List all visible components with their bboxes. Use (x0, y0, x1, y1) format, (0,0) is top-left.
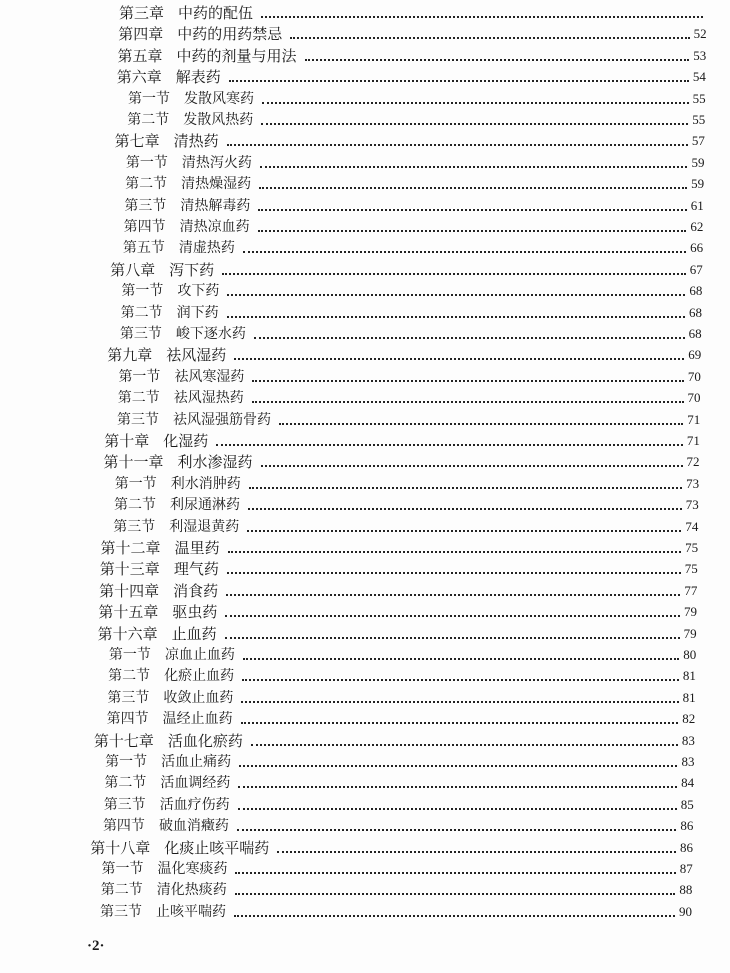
dot-leader (249, 487, 682, 489)
toc-entry-title: 止咳平喘药 (156, 903, 226, 920)
toc-entry-number: 第三节 (124, 197, 167, 214)
dot-leader (216, 444, 683, 446)
toc-entry-page: 59 (691, 176, 705, 192)
toc-chapter-entry (100, 556, 698, 578)
toc-entry-title: 清化热痰药 (156, 882, 227, 899)
toc-entry-label (101, 539, 220, 557)
toc-entry-number: 第四节 (106, 711, 149, 728)
dot-leader (248, 508, 682, 510)
toc-entry-title: 利尿通淋药 (170, 497, 241, 514)
toc-entry-number: 第二节 (117, 390, 160, 407)
toc-entry-title: 温经止血药 (162, 711, 233, 728)
dot-leader (290, 37, 689, 39)
toc-entry-page: 81 (682, 689, 696, 705)
toc-entry-page: 72 (686, 454, 700, 470)
toc-entry-title: 止血药 (171, 624, 217, 643)
toc-chapter-entry (110, 257, 703, 279)
toc-entry-number: 第七章 (114, 132, 160, 151)
toc-entry-label (104, 453, 253, 471)
toc-entry-label (107, 710, 233, 728)
toc-entry-number: 第九章 (107, 346, 153, 365)
toc-section-entry (118, 385, 701, 407)
toc-entry-number: 第十七章 (93, 731, 154, 750)
toc-entry-label (109, 646, 235, 664)
toc-entry-label (94, 732, 243, 750)
toc-entry-number: 第十二章 (100, 539, 161, 557)
toc-entry-number: 第十五章 (98, 603, 159, 622)
toc-entry-title: 活血止痛药 (161, 754, 232, 770)
toc-section-entry (118, 364, 700, 386)
toc-entry-page: 55 (692, 90, 706, 106)
toc-entry-page: 68 (688, 304, 702, 320)
toc-entry-number: 第二节 (120, 304, 163, 321)
toc-entry-title: 祛风湿药 (166, 346, 227, 365)
toc-section-entry (125, 171, 704, 193)
toc-entry-number: 第十六章 (97, 624, 158, 643)
toc-entry-label (90, 839, 269, 857)
dot-leader (258, 230, 687, 232)
dot-leader (241, 701, 678, 703)
toc-entry-title: 驱虫药 (172, 603, 218, 622)
toc-entry-page: 70 (687, 390, 701, 406)
toc-entry-title: 化湿药 (163, 432, 209, 450)
toc-section-entry (107, 706, 696, 728)
toc-entry-page: 83 (681, 754, 695, 769)
toc-entry-title: 清热燥湿药 (181, 176, 252, 193)
toc-chapter-entry (118, 21, 706, 43)
toc-entry-title: 收敛止血药 (163, 689, 234, 706)
toc-entry-label (119, 4, 253, 22)
dot-leader (247, 530, 681, 532)
toc-entry-label (100, 560, 219, 578)
toc-entry-number: 第一节 (128, 90, 171, 107)
toc-entry-page: 84 (681, 775, 695, 791)
toc-entry-number: 第一节 (101, 861, 144, 877)
toc-entry-page: 88 (679, 882, 693, 898)
toc-section-entry (128, 86, 706, 108)
toc-entry-number: 第二节 (127, 112, 170, 128)
toc-section-entry (114, 492, 699, 514)
toc-entry-label (118, 47, 297, 65)
toc-entry-number: 第十三章 (99, 560, 160, 579)
dot-leader (238, 808, 677, 810)
toc-entry-label (100, 903, 226, 921)
dot-leader (227, 572, 681, 574)
toc-entry-title: 温化寒痰药 (157, 861, 228, 877)
toc-section-entry (105, 749, 694, 771)
toc-entry-page: 52 (693, 26, 707, 42)
toc-entry-page: 75 (684, 561, 698, 577)
toc-entry-page: 54 (692, 69, 706, 85)
toc-entry-title: 泻下药 (169, 260, 215, 279)
toc-entry-title: 活血化瘀药 (167, 731, 243, 750)
toc-entry-label (101, 881, 227, 899)
toc-entry-page: 70 (687, 368, 701, 384)
toc-entry-page: 67 (689, 261, 703, 277)
toc-chapter-entry (119, 0, 707, 22)
toc-entry-title: 攻下药 (177, 283, 220, 300)
toc-entry-title: 清热凉血药 (179, 219, 250, 235)
dot-leader (242, 679, 679, 681)
toc-entry-page: 62 (690, 219, 704, 234)
toc-entry-number: 第八章 (110, 260, 156, 279)
toc-entry-title: 活血调经药 (160, 775, 231, 792)
toc-entry-label (118, 25, 282, 43)
toc-entry-title: 活血疗伤药 (159, 796, 230, 813)
dot-leader (277, 851, 676, 853)
toc-entry-label (117, 411, 271, 429)
toc-entry-title: 消食药 (173, 581, 219, 600)
toc-chapter-entry (101, 535, 699, 557)
toc-entry-title: 发散风热药 (183, 112, 254, 128)
toc-entry-label (118, 389, 244, 407)
toc-chapter-entry (115, 128, 705, 150)
dot-leader (237, 829, 676, 831)
toc-entry-page: 82 (682, 711, 696, 727)
toc-entry-page: 85 (680, 796, 694, 812)
toc-entry-label (98, 603, 217, 621)
toc-entry-title: 温里药 (174, 539, 220, 557)
toc-entry-page: 75 (685, 540, 699, 555)
toc-entry-page: 55 (692, 112, 706, 127)
dot-leader (261, 16, 703, 18)
toc-entry-label (120, 325, 246, 343)
toc-entry-title: 清热解毒药 (180, 197, 251, 214)
toc-entry-label (125, 175, 251, 193)
toc-entry-title: 祛风寒湿药 (174, 368, 245, 385)
toc-section-entry (104, 792, 694, 814)
toc-entry-number: 第一节 (108, 647, 151, 663)
dot-leader (225, 615, 680, 617)
toc-section-entry (121, 278, 702, 300)
toc-entry-title: 化痰止咳平喘药 (164, 838, 270, 857)
toc-entry-label (123, 239, 235, 257)
toc-entry-number: 第一节 (125, 154, 168, 171)
toc-entry-number: 第三章 (119, 4, 165, 22)
toc-entry-number: 第一节 (114, 475, 157, 492)
toc-chapter-entry (98, 599, 697, 621)
page-number: ·2· (87, 938, 105, 954)
toc-entry-title: 中药的配伍 (178, 4, 254, 22)
toc-section-entry (123, 235, 703, 257)
toc-section-entry (103, 813, 693, 835)
toc-entry-number: 第一节 (118, 368, 161, 385)
toc-entry-page: 77 (684, 582, 698, 598)
dot-leader (235, 893, 676, 895)
toc-entry-number: 第十一章 (103, 453, 164, 472)
toc-entry-number: 第五节 (122, 240, 165, 257)
toc-entry-label (115, 475, 241, 493)
toc-entry-page: 79 (683, 625, 697, 641)
toc-entry-page: 68 (688, 326, 702, 341)
toc-entry-title: 利水消肿药 (170, 475, 241, 492)
toc-entry-label (107, 346, 226, 364)
toc-entry-label (128, 90, 254, 108)
toc-entry-label (110, 261, 214, 279)
toc-entry-label (104, 796, 230, 814)
toc-entry-title: 祛风湿热药 (173, 390, 244, 407)
dot-leader (243, 658, 679, 660)
toc-entry-number: 第二节 (104, 775, 147, 792)
toc-entry-page: 71 (686, 433, 700, 448)
toc-entry-page: 83 (681, 732, 695, 748)
toc-chapter-entry (90, 835, 693, 857)
dot-leader (227, 316, 685, 318)
toc-section-entry (101, 877, 693, 899)
toc-section-entry (109, 642, 696, 664)
toc-section-entry (101, 856, 692, 878)
dot-leader (243, 251, 686, 253)
toc-entry-label (126, 154, 252, 172)
toc-entry-number: 第一节 (105, 754, 148, 770)
toc-section-entry (107, 685, 695, 707)
toc-entry-number: 第二节 (108, 668, 151, 685)
toc-entry-label (108, 667, 234, 685)
toc-entry-label (124, 218, 250, 236)
dot-leader (251, 744, 678, 746)
toc-entry-page: 57 (691, 133, 705, 149)
toc-section-entry (113, 514, 698, 536)
toc-entry-label (113, 518, 239, 536)
toc-section-entry (121, 300, 702, 322)
dot-leader (252, 401, 684, 403)
dot-leader (261, 123, 688, 125)
toc-entry-label (104, 774, 230, 792)
toc-entry-number: 第三节 (100, 903, 142, 920)
toc-entry-number: 第三节 (107, 689, 150, 706)
toc-entry-number: 第二节 (100, 882, 143, 899)
toc-chapter-entry (117, 64, 706, 86)
dot-leader (258, 209, 686, 211)
toc-entry-number: 第十八章 (90, 838, 151, 857)
toc-entry-label (115, 132, 219, 150)
toc-section-entry (126, 150, 705, 172)
toc-section-entry (117, 407, 700, 429)
toc-entry-label (124, 197, 250, 215)
toc-entry-title: 中药的用药禁忌 (177, 25, 283, 44)
toc-chapter-entry (118, 43, 707, 65)
dot-leader (239, 765, 677, 767)
dot-leader (227, 294, 685, 296)
toc-chapter-entry (107, 342, 701, 364)
toc-entry-title: 凉血止血药 (164, 647, 235, 663)
toc-entry-label (98, 625, 217, 643)
toc-section-entry (100, 899, 692, 921)
toc-section-entry (115, 471, 699, 493)
toc-entry-title: 化瘀止血药 (164, 668, 235, 685)
toc-entry-number: 第三节 (113, 518, 156, 535)
dot-leader (234, 915, 675, 917)
toc-entry-title: 利湿退黄药 (169, 518, 240, 535)
toc-entry-number: 第一节 (121, 283, 164, 300)
dot-leader (254, 337, 685, 339)
dot-leader (228, 551, 681, 553)
toc-entry-title: 中药的剂量与用法 (176, 46, 297, 65)
toc-entry-number: 第十四章 (99, 581, 160, 600)
toc-entry-number: 第三节 (119, 326, 162, 342)
toc-entry-number: 第四节 (102, 818, 145, 835)
dot-leader (241, 722, 679, 724)
toc-entry-title: 清热泻火药 (181, 154, 252, 171)
toc-chapter-entry (94, 728, 695, 750)
toc-entry-title: 润下药 (176, 304, 219, 321)
toc-entry-title: 利水渗湿药 (177, 453, 253, 472)
toc-entry-page: 80 (683, 647, 697, 662)
toc-chapter-entry (99, 578, 697, 600)
toc-entry-label (114, 496, 240, 514)
toc-section-entry (108, 663, 696, 685)
toc-entry-page: 79 (683, 604, 697, 620)
toc-entry-label (99, 582, 218, 600)
toc-entry-title: 破血消癥药 (158, 818, 229, 835)
toc-entry-page: 66 (690, 240, 704, 256)
toc-entry-number: 第四节 (123, 219, 166, 235)
dot-leader (235, 872, 675, 874)
toc-entry-label (121, 282, 219, 300)
toc-entry-number: 第三节 (116, 411, 159, 428)
dot-leader (252, 380, 683, 382)
toc-entry-title: 峻下逐水药 (175, 326, 246, 342)
toc-entry-page: 61 (690, 197, 704, 213)
toc-entry-label (127, 111, 253, 129)
toc-entry-label (103, 817, 229, 835)
toc-entry-label (121, 304, 219, 322)
toc-entry-page: 59 (691, 154, 705, 170)
toc-entry-page: 73 (685, 497, 699, 513)
dot-leader (260, 166, 688, 168)
toc-entry-page: 69 (688, 347, 702, 363)
toc-entry-label (101, 860, 227, 878)
toc-section-entry (124, 214, 704, 236)
toc-entry-number: 第六章 (116, 68, 162, 87)
toc-entry-page: 86 (680, 818, 694, 834)
toc-entry-title: 发散风寒药 (184, 90, 255, 107)
toc-entry-label (107, 689, 233, 707)
toc-entry-title: 清虚热药 (178, 240, 235, 257)
toc-entry-number: 第四章 (118, 25, 164, 44)
toc-entry-number: 第十章 (104, 432, 150, 450)
toc-entry-title: 理气药 (173, 560, 219, 579)
dot-leader (234, 358, 684, 360)
dot-leader (226, 594, 680, 596)
toc-entry-page: 87 (679, 861, 693, 876)
toc-entry-number: 第五章 (117, 46, 163, 65)
toc-entry-label (105, 753, 231, 771)
toc-entry-label (117, 68, 221, 86)
toc-entry-page: 73 (686, 475, 700, 491)
toc-section-entry (120, 321, 702, 343)
toc-entry-page: 68 (689, 283, 703, 299)
toc-chapter-entry (104, 449, 700, 471)
dot-leader (259, 187, 687, 189)
dot-leader (225, 637, 680, 639)
toc-entry-page: 74 (685, 518, 699, 534)
toc-section-entry (104, 770, 694, 792)
dot-leader (261, 465, 683, 467)
toc-entry-title: 祛风湿强筋骨药 (172, 411, 271, 428)
toc-entry-page: 86 (680, 839, 694, 855)
toc-entry-page: 53 (693, 47, 707, 63)
toc-section-entry (127, 107, 705, 129)
toc-chapter-entry (104, 428, 700, 450)
dot-leader (227, 144, 688, 146)
toc-chapter-entry (98, 621, 697, 643)
dot-leader (279, 423, 683, 425)
toc-entry-number: 第三节 (103, 796, 146, 813)
toc-entry-page: 81 (682, 668, 696, 684)
toc-entry-label (118, 368, 244, 386)
toc-entry-title: 清热药 (173, 132, 219, 151)
dot-leader (305, 59, 690, 61)
toc-section-entry (124, 193, 703, 215)
toc-entry-title: 解表药 (175, 68, 221, 87)
toc-entry-label (104, 432, 208, 450)
dot-leader (238, 786, 677, 788)
toc-entry-number: 第二节 (125, 176, 168, 193)
dot-leader (262, 102, 689, 104)
toc-entry-page: 90 (679, 903, 692, 919)
toc-entry-number: 第二节 (114, 497, 157, 514)
toc-entry-page: 71 (687, 411, 701, 427)
dot-leader (222, 273, 686, 275)
dot-leader (229, 80, 689, 82)
